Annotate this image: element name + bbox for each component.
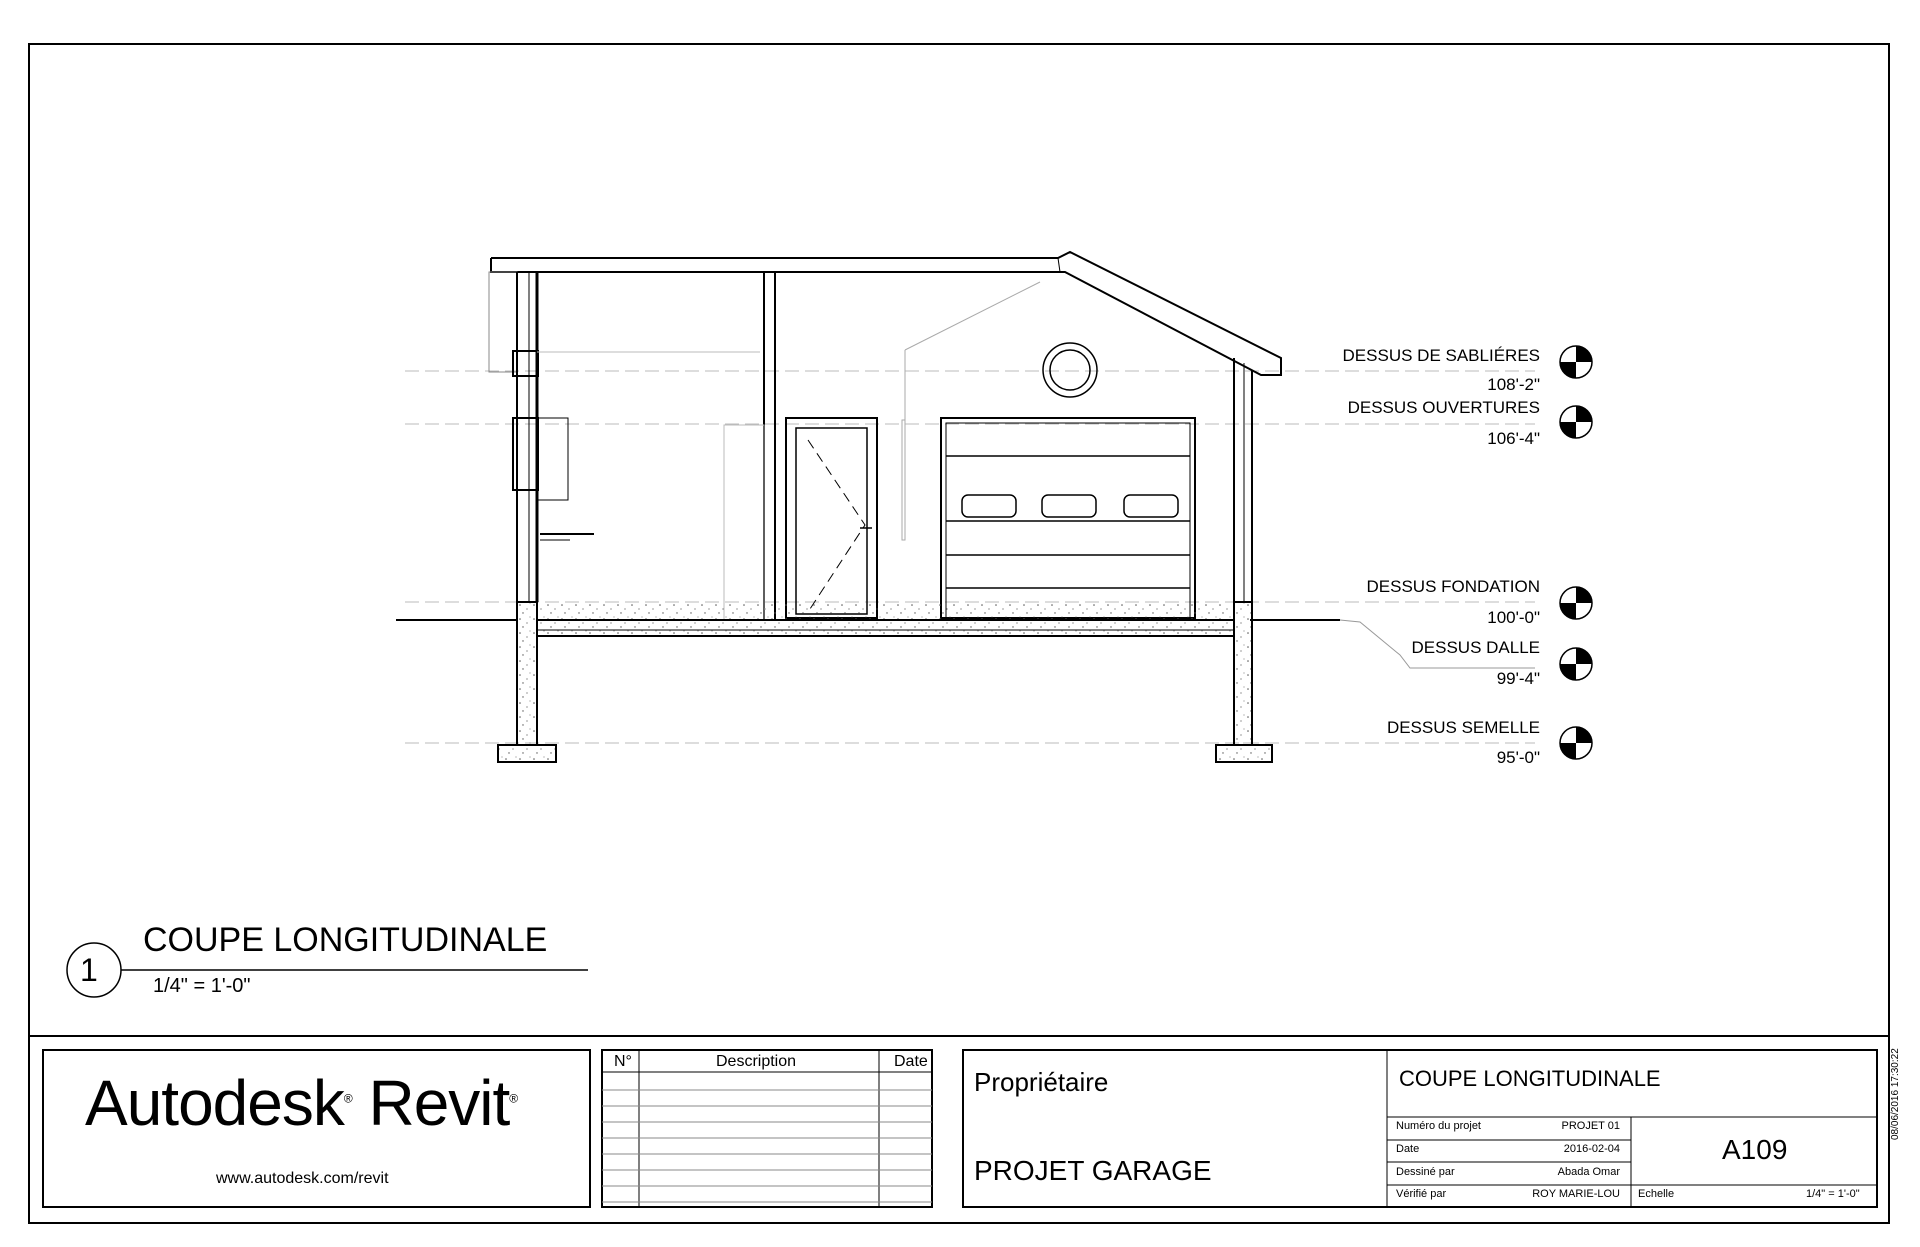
level-value: 99'-4"	[1496, 669, 1540, 688]
level-name: DESSUS SEMELLE	[1386, 718, 1540, 737]
revision-description-header: Description	[716, 1053, 797, 1070]
round-window	[1043, 343, 1097, 397]
sheet-number: A109	[1722, 1134, 1788, 1165]
field-value: Abada Omar	[1557, 1166, 1620, 1178]
level-marker-icon	[1560, 648, 1592, 680]
level-marker-icon	[1560, 587, 1592, 619]
level-name: DESSUS DE SABLIÉRES	[1342, 346, 1540, 365]
scale-label: Echelle	[1638, 1188, 1675, 1200]
revision-date-header: Date	[894, 1053, 928, 1070]
level-name: DESSUS OUVERTURES	[1347, 398, 1540, 417]
field-label: Vérifié par	[1396, 1188, 1447, 1200]
sheet-title: COUPE LONGITUDINALE	[1399, 1066, 1661, 1091]
level-marker-icon	[1560, 406, 1592, 438]
field-value: 2016-02-04	[1563, 1143, 1620, 1155]
level-value: 106'-4"	[1487, 429, 1540, 448]
level-value: 100'-0"	[1487, 608, 1540, 627]
level-marker-icon	[1560, 346, 1592, 378]
partition-wall	[764, 272, 775, 620]
revision-no-header: N°	[614, 1053, 632, 1070]
field-label: Date	[1396, 1143, 1420, 1155]
revision-box	[602, 1050, 932, 1207]
field-value: ROY MARIE-LOU	[1532, 1188, 1620, 1200]
left-wall	[489, 272, 760, 602]
view-number: 1	[80, 952, 98, 988]
view-title: COUPE LONGITUDINALE	[143, 921, 548, 959]
right-wall	[1234, 358, 1252, 602]
garage-door	[902, 418, 1195, 618]
level-value: 95'-0"	[1496, 748, 1540, 767]
owner-label: Propriétaire	[974, 1067, 1109, 1097]
view-scale: 1/4" = 1'-0"	[153, 975, 251, 997]
revision-rows	[602, 1090, 932, 1202]
gable-line	[905, 282, 1040, 350]
roof	[491, 252, 1281, 375]
website-link[interactable]: www.autodesk.com/revit	[216, 1170, 389, 1187]
field-value: PROJET 01	[1561, 1120, 1620, 1132]
revision-grid	[602, 1050, 932, 1207]
field-label: Numéro du projet	[1396, 1120, 1481, 1132]
project-name: PROJET GARAGE	[974, 1155, 1212, 1186]
slab	[537, 604, 1234, 636]
level-markers	[1560, 346, 1592, 759]
scale-value: 1/4" = 1'-0"	[1806, 1188, 1860, 1200]
level-marker-icon	[1560, 727, 1592, 759]
level-name: DESSUS FONDATION	[1366, 577, 1540, 596]
autodesk-revit-logo: Autodesk® Revit®	[85, 1067, 518, 1139]
print-timestamp: 08/06/2016 17:30:22	[1890, 1048, 1901, 1140]
level-value: 108'-2"	[1487, 375, 1540, 394]
cabinet	[724, 425, 764, 620]
level-lines	[405, 371, 1535, 743]
level-name: DESSUS DALLE	[1411, 638, 1540, 657]
field-label: Dessiné par	[1396, 1166, 1455, 1178]
door	[786, 418, 877, 618]
